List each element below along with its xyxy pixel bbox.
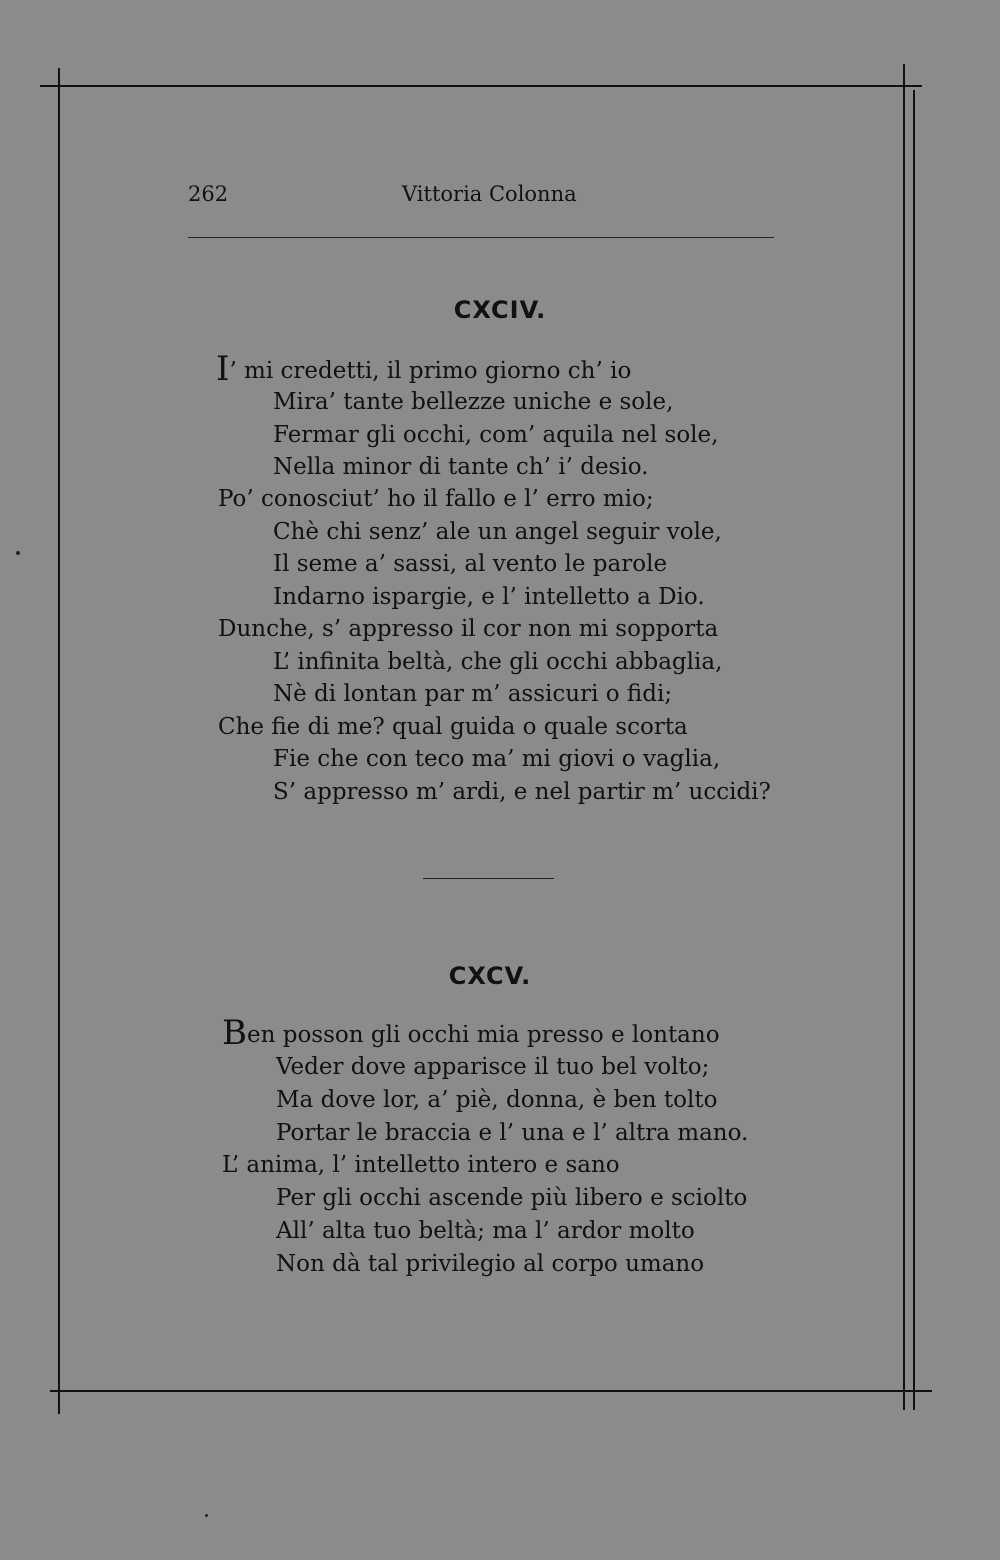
poem-line: L’ infinita beltà, che gli occhi abbaglia, [273,649,723,675]
page-number: 262 [188,182,229,206]
poem-line: Nella minor di tante ch’ i’ desio. [273,454,649,480]
poem-line: Che fie di me? qual guida o quale scorta [218,714,688,740]
frame-bottom-rule [50,1390,932,1392]
frame-top-rule [40,85,922,87]
poem-line: Fie che con teco ma’ mi giovi o vaglia, [273,746,721,772]
poem-line: Ma dove lor, a’ piè, donna, è ben tolto [276,1087,718,1113]
poem-line: Indarno ispargie, e l’ intelletto a Dio. [273,584,705,610]
poem-line: Portar le braccia e l’ una e l’ altra mano. [276,1120,749,1146]
poem-line: Non dà tal privilegio al corpo umano [276,1251,705,1277]
poem-line: S’ appresso m’ ardi, e nel partir m’ uccidi? [273,779,771,805]
poem-line: Chè chi senz’ ale un angel seguir vole, [273,519,722,545]
poem-line: Po’ conosciut’ ho il fallo e l’ erro mio; [218,486,654,512]
page-header [188,182,774,212]
frame-right-rule [903,64,905,1410]
scan-speck [16,551,20,555]
drop-initial: I [216,349,230,389]
drop-initial: B [222,1013,247,1053]
poem-line: Ben posson gli occhi mia presso e lontano [222,1013,720,1053]
poem-line: Dunche, s’ appresso il cor non mi sopporta [218,616,719,642]
frame-left-rule [58,68,60,1414]
poem-line: All’ alta tuo beltà; ma l’ ardor molto [276,1218,695,1244]
section-separator [423,878,554,879]
poem-line: Per gli occhi ascende più libero e sciolto [276,1185,748,1211]
scan-speck [205,1514,208,1517]
poem-line: Nè di lontan par m’ assicuri o fidi; [273,681,673,707]
poem-line: Il seme a’ sassi, al vento le parole [273,551,668,577]
frame-right-rule-lower [913,90,915,1410]
header-rule [188,237,774,238]
poem-line: I’ mi credetti, il primo giorno ch’ io [216,349,632,389]
poem-line: Veder dove apparisce il tuo bel volto; [276,1054,710,1080]
poem-heading: CXCV. [448,962,532,990]
poem-heading: CXCIV. [453,296,547,324]
poem-line: Fermar gli occhi, com’ aquila nel sole, [273,422,719,448]
poem-line: Mira’ tante bellezze uniche e sole, [273,389,674,415]
poem-line: L’ anima, l’ intelletto intero e sano [222,1152,620,1178]
running-title: Vittoria Colonna [402,182,577,206]
